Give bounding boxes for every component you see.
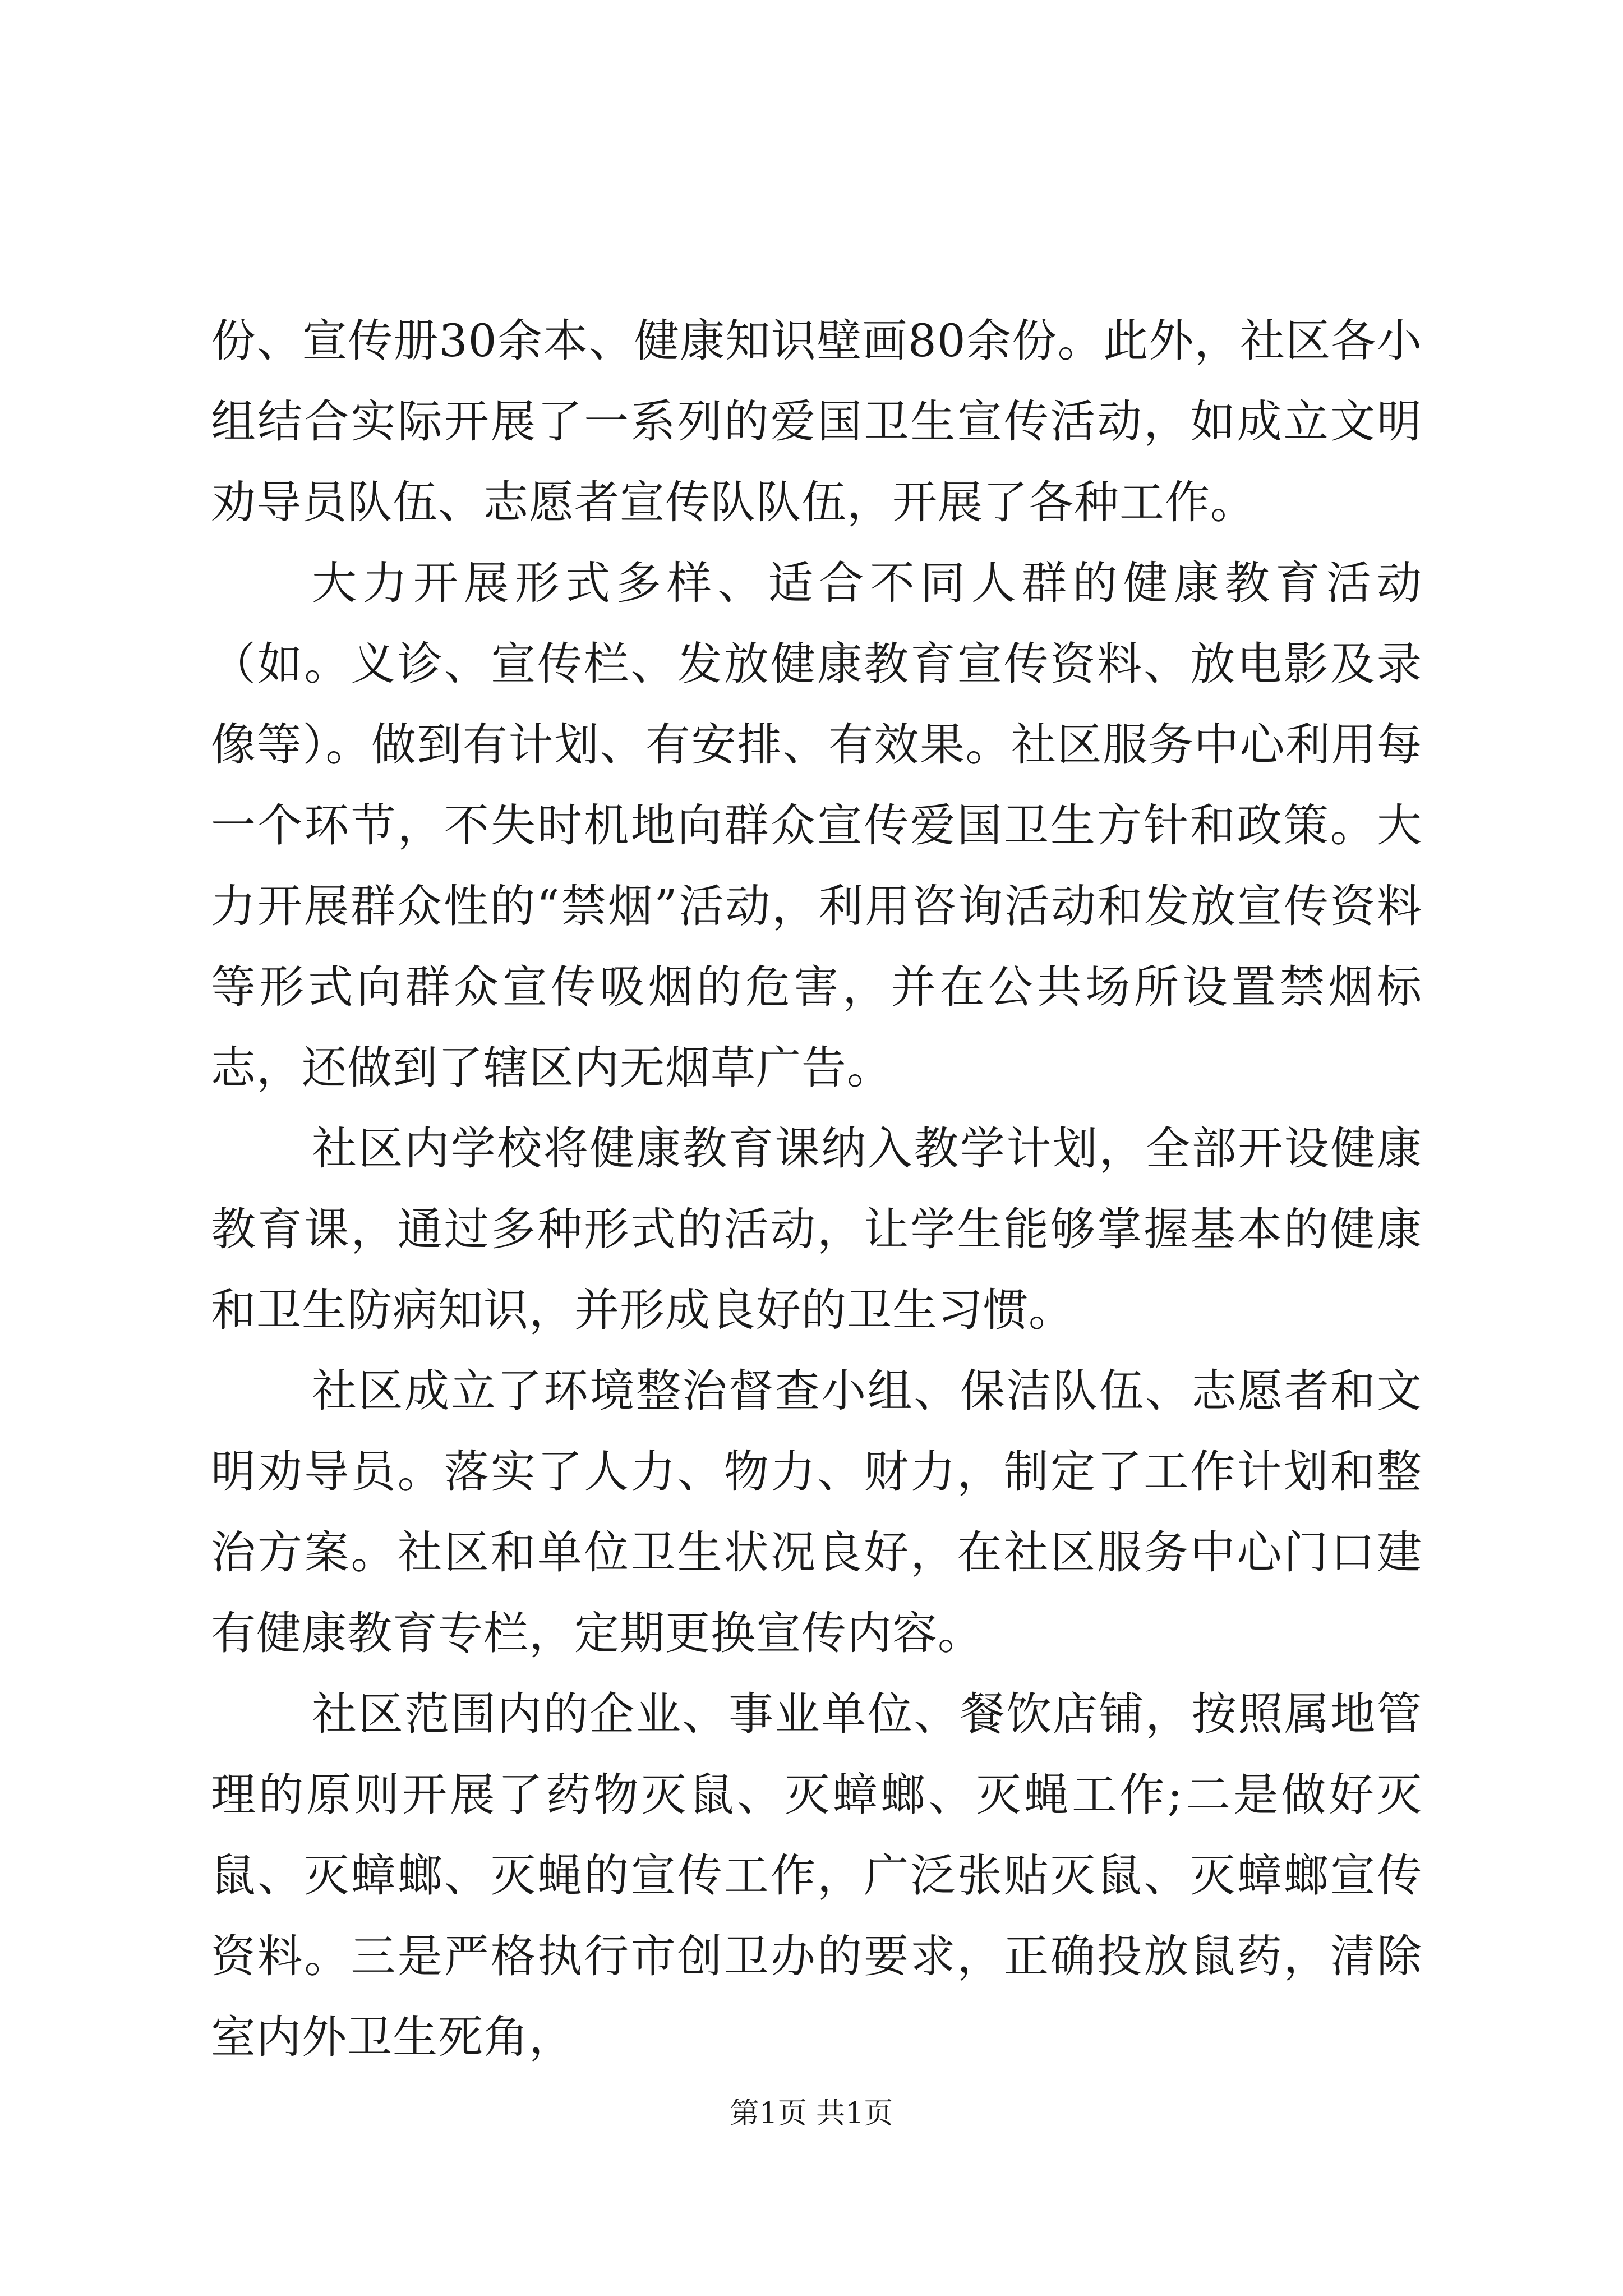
page-footer: 第1页 共1页	[730, 2097, 893, 2131]
paragraph-health-education-activities: 大力开展形式多样、适合不同人群的健康教育活动（如。义诊、宣传栏、发放健康教育宣传资料、放电影及录像等）。做到有计划、有安排、有效果。社区服务中心利用每一个环节，不失时机地向群众宣传爱国卫生方针和政策。大力开展群众性的“禁烟”活动，利用咨询活动和发放宣传资料等形式向群众宣传吸烟的危害，并在公共场所设置禁烟标志，还做到了辖区内无烟草广告。	[211, 557, 1422, 1094]
paragraph-continued: 份、宣传册30余本、健康知识壁画80余份。此外，社区各小组结合实际开展了一系列的爱国卫生宣传活动，如成立文明劝导员队伍、志愿者宣传队队伍，开展了各种工作。	[211, 315, 1422, 528]
paragraph-pest-control: 社区范围内的企业、事业单位、餐饮店铺，按照属地管理的原则开展了药物灭鼠、灭蟑螂、灭蝇工作;二是做好灭鼠、灭蟑螂、灭蝇的宣传工作，广泛张贴灭鼠、灭蟑螂宣传资料。三是严格执行市创卫办的要求，正确投放鼠药，清除室内外卫生死角，	[211, 1688, 1422, 2063]
paragraph-environment-team: 社区成立了环境整治督查小组、保洁队伍、志愿者和文明劝导员。落实了人力、物力、财力，制定了工作计划和整治方案。社区和单位卫生状况良好，在社区服务中心门口建有健康教育专栏，定期更换宣传内容。	[211, 1365, 1422, 1659]
document-body	[211, 301, 1422, 2078]
paragraph-school-health-course: 社区内学校将健康教育课纳入教学计划，全部开设健康教育课，通过多种形式的活动，让学生能够掌握基本的健康和卫生防病知识，并形成良好的卫生习惯。	[211, 1122, 1422, 1336]
